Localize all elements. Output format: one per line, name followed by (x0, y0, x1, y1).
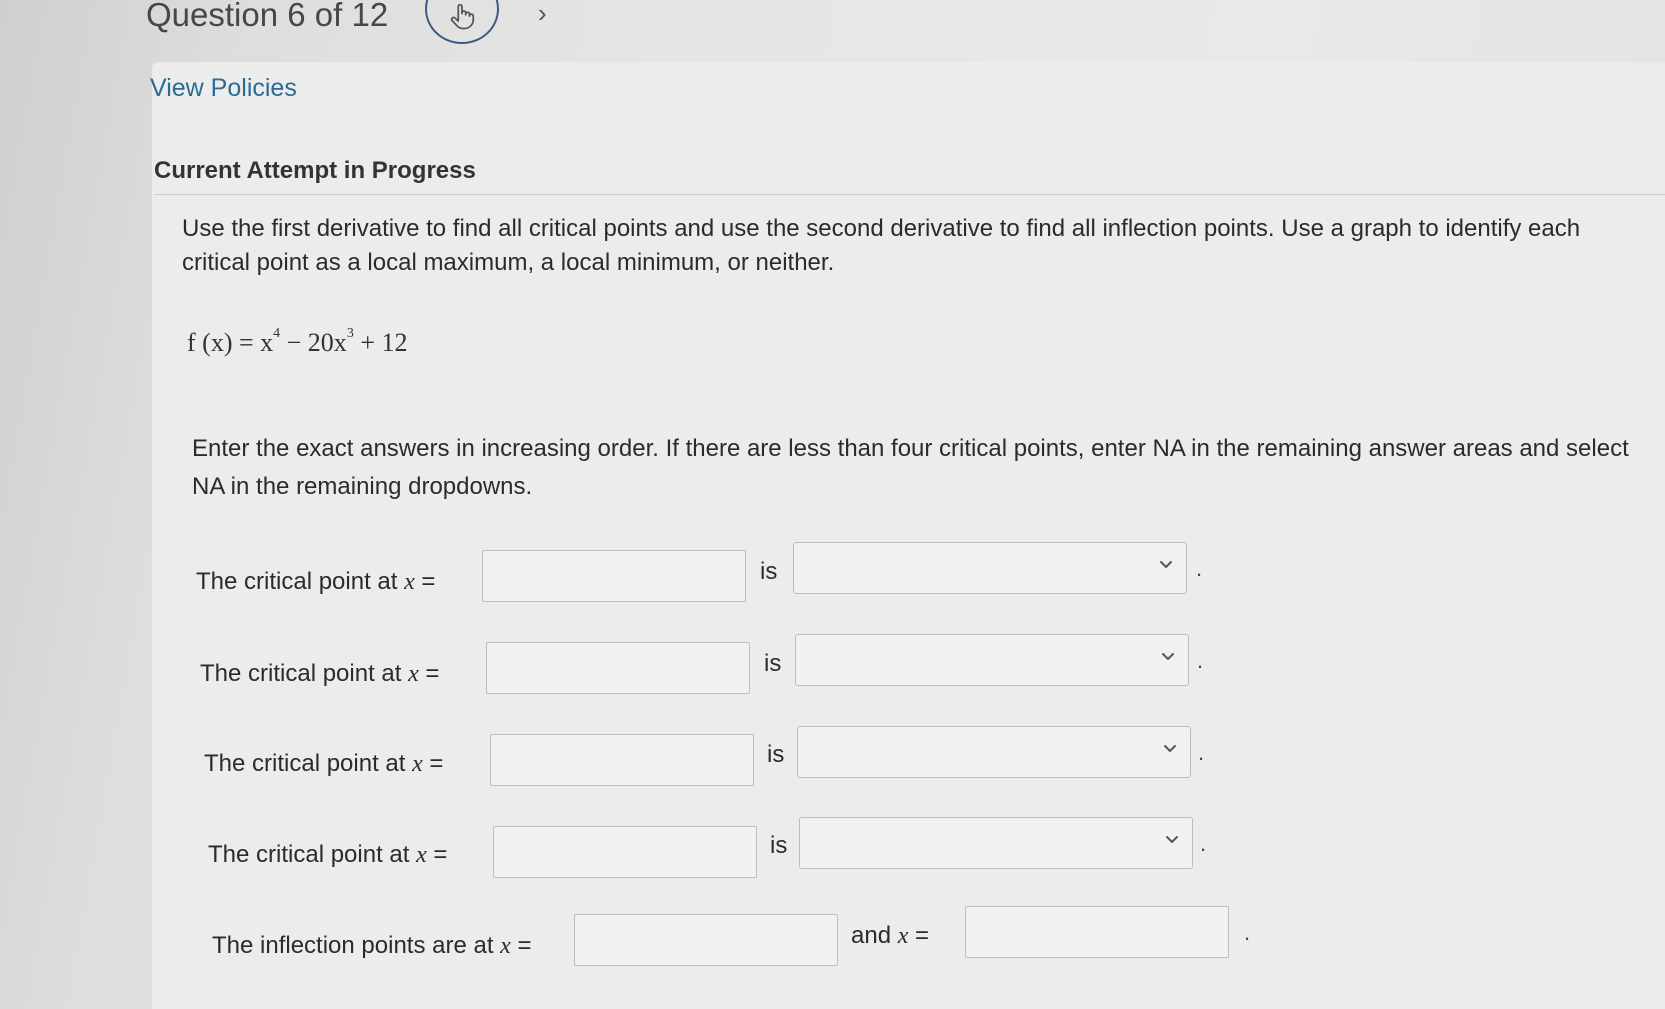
equals-sign: = (426, 841, 448, 868)
is-label-4: is (770, 832, 788, 859)
classification-select-1[interactable] (793, 542, 1187, 594)
hand-cursor-button[interactable] (425, 0, 499, 44)
period: . (1197, 648, 1204, 673)
answer-instructions: Enter the exact answers in increasing order. If there are less than four critical points, enter NA in the remaining answer areas and select NA in the remaining dropdowns. (192, 435, 1629, 500)
equals-sign: = (414, 568, 436, 595)
question-counter: Question 6 of 12 (146, 0, 389, 33)
critical-point-label-4 (208, 841, 447, 869)
and-x-label (851, 922, 929, 950)
is-label-1: is (760, 558, 778, 585)
critical-point-label-3 (204, 750, 443, 778)
inflection-points-label (212, 932, 532, 960)
label-text: The critical point at (208, 841, 417, 868)
period: . (1244, 920, 1251, 945)
critical-point-label-1 (196, 568, 435, 596)
variable-x: x (416, 842, 427, 868)
variable-x: x (404, 569, 415, 595)
equals-sign: = (510, 932, 532, 959)
classification-select-4[interactable] (799, 817, 1193, 869)
function-constant-term: + 12 (353, 328, 408, 357)
classification-select-3[interactable] (797, 726, 1191, 778)
critical-point-input-1[interactable] (482, 550, 746, 602)
variable-x: x (412, 751, 423, 777)
function-expression (187, 328, 407, 358)
is-label-2: is (764, 650, 782, 677)
equals-sign: = (908, 922, 930, 949)
exponent-3: 3 (346, 326, 354, 341)
chevron-down-icon (1162, 743, 1178, 755)
function-lhs: f (x) = x (187, 328, 274, 357)
hand-pointer-icon (447, 1, 477, 31)
classification-select-2[interactable] (795, 634, 1189, 686)
function-middle-term: − 20x (280, 328, 347, 357)
attempt-status-heading: Current Attempt in Progress (154, 157, 476, 184)
variable-x: x (500, 933, 511, 959)
chevron-down-icon (1160, 651, 1176, 663)
chevron-down-icon (1164, 834, 1180, 846)
is-label-3: is (767, 741, 785, 768)
inflection-point-input-2[interactable] (965, 906, 1229, 958)
equals-sign: = (422, 750, 444, 777)
label-text: The critical point at (200, 660, 409, 687)
critical-point-input-3[interactable] (490, 734, 754, 786)
label-text: The critical point at (196, 568, 405, 595)
period: . (1196, 556, 1203, 581)
label-text: The critical point at (204, 750, 413, 777)
period: . (1198, 740, 1205, 765)
inflection-point-input-1[interactable] (574, 914, 838, 966)
and-text: and (851, 922, 898, 949)
divider (154, 194, 1665, 195)
next-question-arrow[interactable]: › (538, 0, 547, 28)
equals-sign: = (418, 660, 440, 687)
chevron-down-icon (1158, 559, 1174, 571)
variable-x: x (408, 661, 419, 687)
view-policies-link[interactable]: View Policies (150, 74, 297, 102)
critical-point-input-4[interactable] (493, 826, 757, 878)
variable-x: x (897, 923, 909, 949)
critical-point-label-2 (200, 660, 439, 688)
period: . (1200, 831, 1207, 856)
critical-point-input-2[interactable] (486, 642, 750, 694)
label-text: The inflection points are at (212, 932, 501, 959)
exponent-4: 4 (273, 326, 281, 341)
question-instructions: Use the first derivative to find all critical points and use the second derivative to find all inflection points. Use a graph to identify each critical point as a local maximum, a local minimum, or neither. (182, 215, 1581, 276)
